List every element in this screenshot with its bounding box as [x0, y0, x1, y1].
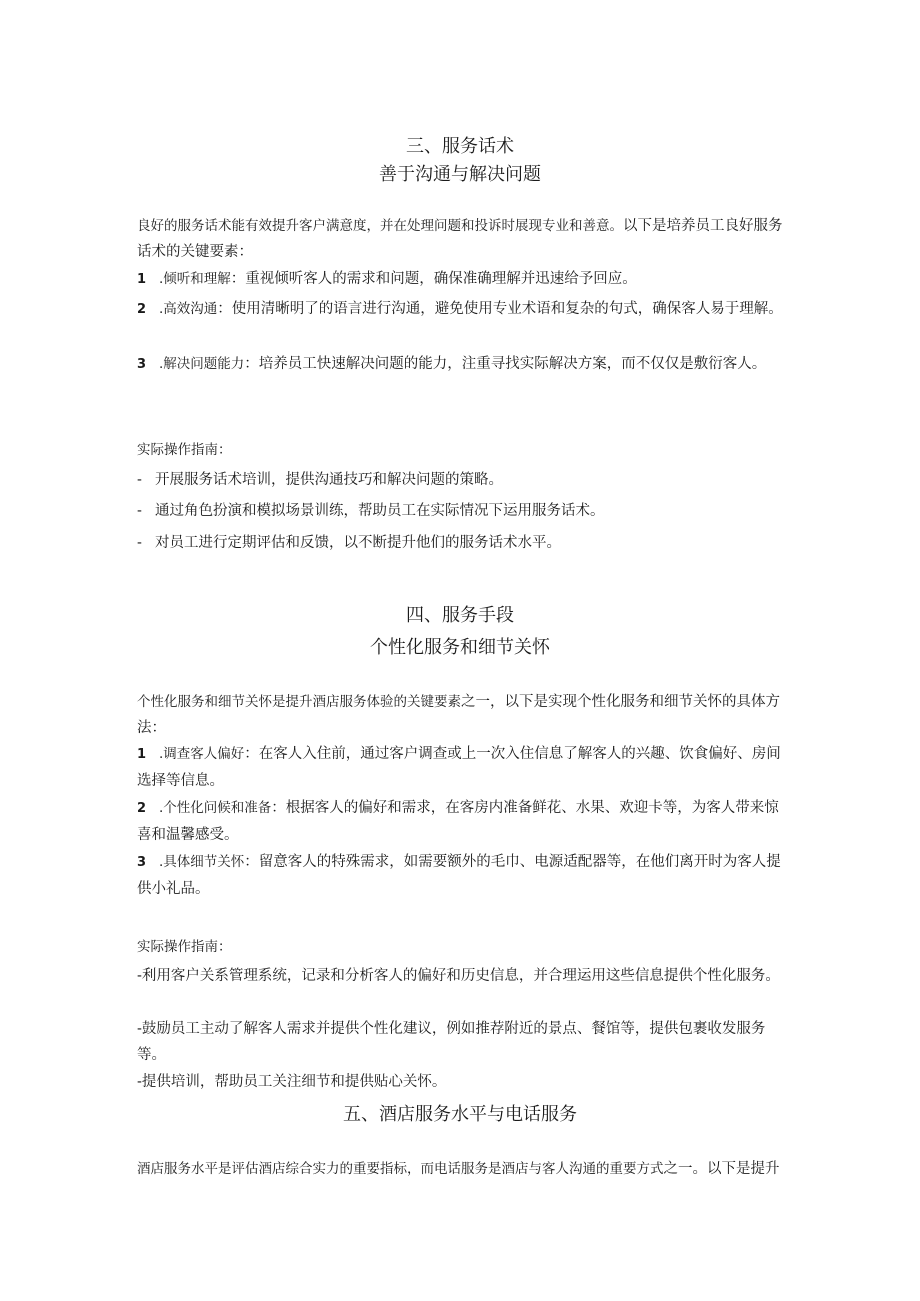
item-label: .具体细节关怀 [159, 854, 245, 870]
section-3-guide-item [137, 498, 792, 524]
section-4-intro-rest: 之一，以下是实现个性化服务和细节关怀的具体方法： [137, 694, 780, 736]
section-4-guide-title: 实际操作指南： [137, 939, 232, 955]
item-number: 2 [137, 801, 147, 816]
section-5-intro-rest: 之一。以下是提升 [663, 1161, 780, 1177]
item-text: ：根据客人的偏好和需求，在客房内准备鲜花、水果、欢迎卡等，为客人带来惊喜和温馨感受。 [137, 800, 779, 843]
section-3-item-1 [137, 266, 792, 293]
section-4-subheading: 个性化服务和细节关怀 [370, 637, 550, 658]
section-4-intro [137, 689, 792, 741]
section-5-intro [137, 1156, 792, 1182]
section-3-subheading: 善于沟通与解决问题 [379, 164, 541, 185]
dash-bullet: - [137, 503, 142, 519]
section-4-item-3 [137, 849, 792, 902]
guide-text: -利用客户关系管理系统，记录和分析客人的偏好和历史信息，并合理运用这些信息提供个性化服务。 [137, 968, 780, 984]
item-label: .高效沟通 [159, 301, 218, 317]
section-4-item-2 [137, 795, 792, 848]
section-5-intro-lead: 酒店服务水平是评估酒店综合实力的重要指标，而电话服务是酒店与客人沟通的重要方式 [137, 1161, 664, 1177]
item-label: .解决问题能力 [159, 356, 245, 372]
section-3-guide-item [137, 467, 792, 493]
guide-text: 开展服务话术培训，提供沟通技巧和解决问题的策略。 [155, 472, 503, 488]
section-3-intro-rest: 以下是培养员工良好服务话术的关键要素： [137, 218, 783, 260]
section-4-guide-item [137, 1016, 792, 1068]
dash-bullet: - [137, 472, 142, 488]
section-3-item-2 [137, 296, 792, 323]
guide-text: -提供培训，帮助员工关注细节和提供贴心关怀。 [137, 1074, 447, 1090]
dash-bullet: - [137, 535, 142, 551]
guide-text: 对员工进行定期评估和反馈，以不断提升他们的服务话术水平。 [155, 535, 561, 551]
item-number: 1 [137, 272, 147, 287]
section-3-guide-title: 实际操作指南： [137, 442, 232, 458]
section-4-heading: 四、服务手段 [406, 605, 514, 626]
section-3-guide-item [137, 530, 792, 556]
item-label: .个性化问候和准备 [159, 800, 272, 816]
item-text: ：留意客人的特殊需求，如需要额外的毛巾、电源适配器等，在他们离开时为客人提供小礼品。 [137, 854, 781, 897]
section-5-heading: 五、酒店服务水平与电话服务 [343, 1104, 577, 1125]
item-label: .倾听和理解 [159, 271, 231, 287]
item-text: ：使用清晰明了的语言进行沟通，避免使用专业术语和复杂的句式，确保客人易于理解。 [217, 301, 783, 317]
item-label: .调查客人偏好 [159, 746, 245, 762]
item-number: 3 [137, 357, 147, 372]
section-3-heading: 三、服务话术 [406, 136, 514, 157]
item-number: 3 [137, 855, 147, 870]
section-4-intro-lead: 个性化服务和细节关怀是提升酒店服务体验的关键要素 [137, 694, 461, 710]
item-text: ：重视倾听客人的需求和问题，确保准确理解并迅速给予回应。 [230, 271, 637, 287]
section-4-item-1 [137, 741, 792, 794]
section-3-intro-lead: 良好的服务话术能有效提升客户满意度，并在处理问题和投诉时展现专业和善意。 [137, 218, 623, 234]
item-number: 2 [137, 302, 147, 317]
item-text: ：在客人入住前，通过客户调查或上一次入住信息了解客人的兴趣、饮食偏好、房间选择等信息。 [137, 746, 781, 789]
section-4-guide-item [137, 1069, 792, 1095]
item-text: ：培养员工快速解决问题的能力，注重寻找实际解决方案，而不仅仅是敷衍客人。 [244, 356, 767, 372]
guide-text: -鼓励员工主动了解客人需求并提供个性化建议，例如推荐附近的景点、餐馆等，提供包裹收发服务等。 [137, 1021, 766, 1063]
section-3-item-3 [137, 351, 792, 378]
section-3-intro [137, 213, 792, 265]
guide-text: 通过角色扮演和模拟场景训练，帮助员工在实际情况下运用服务话术。 [155, 503, 605, 519]
item-number: 1 [137, 747, 147, 762]
section-4-guide-item [137, 963, 792, 989]
